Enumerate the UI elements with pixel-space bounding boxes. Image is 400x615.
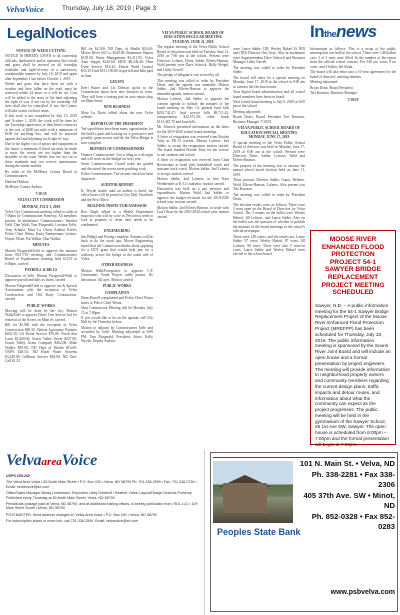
periodicals-note: Periodicals postage paid at Velva, ND 58790, and at additional mailing offices. A weekly publication from: RDL LLC • 109 Main Street South • Minot, ND 58790 [6, 502, 198, 511]
in-the-news-in: In [310, 22, 325, 41]
flood-project-notice [310, 230, 396, 445]
logo-area: area [41, 456, 62, 468]
notice-paragraph: Bill for $2,500 with the exception of Velva Construction $60.30; Dakota Agronomy Partners $492.50; US Postal Service $70.00; North Star Lawn $3,400.00; Souris Valley Sewer $227.00; Souris Valley Grain Company $462.00; Mike Walker $95.00; ND Dept of Health $16.00; NAPA $28.54; ND Rural Water Systems $3,240.00; Gellhaus Service $82.90; ND One-Call $1.53. [5, 323, 77, 363]
notice-paragraph: VELVA PUBLIC SCHOOL BOARD OF EDUCATION REGULAR MEETING TUESDAY, JUNE 11, 2019 [162, 31, 224, 44]
notice-paragraph: NEW BUSINESS [103, 105, 131, 110]
notice-paragraph: NOTICE OF WEED CUTTING [16, 49, 66, 53]
notice-paragraph: ENGINEERING [104, 229, 130, 234]
notice-title: MOOSE RIVER ENHANCED FLOOD PROTECTION PROJECT 54-1 SAWYER BRIDGE REPLACEMENT PROJECT MEETING SCHEDULED [321, 236, 385, 297]
notice-paragraph: Mary Lu Davis talked about the new Velva website. [81, 110, 153, 120]
notice-paragraph: If you would like to be on the agenda, call City Hall by the Thursday before. [81, 316, 153, 325]
notice-paragraph: COMPLAINTS [104, 290, 130, 295]
notice-paragraph: McHenry County Auditor [5, 185, 43, 190]
notice-paragraph: Meeting adjourned. [233, 109, 262, 114]
notice-paragraph: Next Commission Meeting will be Monday, July 15 at 7:00pm. [81, 306, 153, 315]
notice-paragraph: The pledge of allegiance was recited by all. [157, 73, 220, 78]
subscription-note: For subscription prices or more info, call 701-338-2599. Email: velvavoice@srt.com [6, 519, 139, 524]
notice-paragraph: Weeds and grass that have been cut with a swather and have fallen on the road, must be removed within 24 hours or it will be cut. Cost will be added to the taxes of the land adjoining the right of way if not cut by the township. All trees shall also be controlled. If not, the County will take action on those areas. [5, 82, 77, 113]
notice-paragraph: The regular meeting of the Velva Public School Board of education was held on Tuesday, June 11, 2019 at 7:00 pm at the school. Present were Directors Lofness, Deais, Sabbe, Efferts-Hanson, Wald present were Dave Schrock, Holly Weigel, and Libby Gerrell. [157, 45, 229, 72]
notice-paragraph: Street Commissioner: Gravel roads are graded and discussed the recent street patching work. [81, 162, 153, 171]
notice-paragraph: VELVA PUBLIC SCHOOL BOARD OF EDUCATION SPECIAL MEETING MONDAY, JUNE 17, 2019 [238, 126, 300, 140]
notice-paragraph: Motion Sabbe, 2nd Lofness, to hire Kara Weinbender as K-12 counselor, motion carried. [157, 177, 229, 186]
notice-paragraph: The election results were as follows: There were 3 seats open on the Board of Directors for Velva School. The 3 names on the ballot were Wesley Haberl, Jill Lofness, and Lance Sabbe. Also on the ballot was the question of whether to publish the minutes of the board meetings in the school's official newspaper. [233, 202, 305, 234]
publication-logo [6, 452, 97, 470]
notice-paragraph: Teri Knutson, Business Manager [310, 91, 358, 96]
in-the-news-news: news [336, 22, 377, 41]
branch-2-phone: Ph. 852-0328 • Fax 852-0283 [311, 511, 395, 531]
notice-paragraph: MONDAY, JULY 1, 2019 [21, 204, 61, 209]
notice-paragraph: Motion Fitzgerald/Gehl to approve tax & Special Assessments with the exception of Velva Construction and Old Dairy Construction, carried. [5, 283, 77, 302]
notice-paragraph: 7/18/19 [347, 97, 359, 102]
logo-velva: Velva [6, 452, 42, 469]
notice-paragraph: PUBLIC WORKS [26, 303, 56, 308]
notice-paragraph: This meeting was called to order by President Deais, and the agenda was amended. Motion Sabbe, 2nd Efferts-Hanson to approve the amended agenda, motion carried. [157, 78, 229, 96]
notice-paragraph: Ron Nagle talked to a Health Department inspector who will try to be in Velva next week to look at property to clean their needs to be condemned. [81, 209, 153, 227]
notice-paragraph: A special meeting of the Velva Public School Board of directors was held on Monday, June 17, 2019 at 8:00 am at the school. Present were Directors Deais, Sabbe, Lofness, Wald and Efferts-Hanson. [233, 140, 305, 163]
bank-logo: Peoples State Bank [217, 527, 301, 537]
notice-paragraph: Kerri Bauer and Liz Dobson spoke to the Commission about their new business in town. They will have a seating pad on auto repair shop on Main Street. [81, 85, 153, 103]
notice-paragraph: Mowing will be done by the city. Motion Wahl/Erfle to approve Davis Tree Service bid for removal of the 8 trees on Main St, carried. [5, 309, 77, 322]
notice-paragraph: Dean Dorrell complained and Police Chief Wentz states to Police Chief Wentz. [81, 296, 153, 305]
notice-paragraph: Motion Fitzgerald/Gehl to approve the minutes from 06/17/19 meeting and Commissioners Board of Equalization meeting held 6/3/19 at 6:00pm, carried. [5, 248, 77, 266]
notice-paragraph: Motion Sabbe, 2nd Efferts-Hanson, to settle with Lisa Olson for the 2019-2020 school year, motion carried. [157, 205, 229, 219]
bank-addresses [297, 459, 395, 533]
notice-paragraph: Motion to adjourn by Commissioner Erfle and seconded by Gehl. Meeting adjourned at 8:08 PM. Tom Fitzgerald, President, Attest: Kelly Wyche, Deputy Auditor. [81, 325, 153, 344]
notice-paragraph: Discussion of bills. Motion Fitzgerald/Wahl to approve payroll and bills as listed, carried. [5, 273, 77, 283]
bank-advertisement [210, 452, 398, 612]
notice-paragraph: Bryan Deais, Board President [310, 85, 353, 90]
notice-paragraph: Discussion was held on a pay increase and expenditures. Motion Wald, 2nd Sabbe, to approve the budget revisions for the 2019-2020 school year, motion carried. [157, 186, 229, 205]
postmaster-note: POSTMASTER: Send address changes to: Velva Area Voice • P.O. Box 430 • Velva, ND 58790 [6, 512, 157, 517]
notice-paragraph: Finance Commissioner: Got a filing in with signs and will work on the budget for next year. [81, 152, 153, 161]
ad-divider [213, 457, 395, 458]
notice-paragraph: Ted stated there have been many opportunities for the build a park and looking for a good price and possibly grant money and the the Velva Bridge is now complete. [81, 127, 153, 145]
notice-paragraph: OTHER BUSINESS [101, 263, 133, 268]
notice-paragraph: Your digital board administration and all school board members have been on board. [233, 90, 305, 99]
in-the-news-the: the [324, 29, 337, 39]
masthead [0, 0, 400, 20]
notice-paragraph: The meeting was called to order by President Sabbe. [233, 65, 305, 75]
legal-column-4 [233, 47, 305, 445]
notice-paragraph: REPORTS OF COMMISSIONERS [89, 147, 145, 152]
notice-paragraph: 7/18-19 [35, 191, 47, 196]
notice-paragraph: VELVA CITY COMMISSION [17, 198, 65, 203]
notice-paragraph: PAYROLL & BILLS [24, 268, 58, 273]
notice-paragraph: Jim Bilbija and Paving complete. Painters will be back to do the touch ups. Moore Engineering stated that the Commission thinks about applying for a DOT grant that would help pay for a walkway across the bridge to the south side of Velva. [81, 234, 153, 262]
notice-paragraph: Bill for $2,500; ND Dept. of Health $16.40; Moose River Oil Co. $540.00; Bruemmer Sharon $159.00; Waste Management $3,211.95; Velva Auto Supply $210.60; MDU $8,246.26; Heat Farm Service $18.22; Prairie Weed Control $33.35 Total $131,190.06 in payroll and bills paid in June. [81, 47, 153, 78]
bank-ad-frame [210, 452, 398, 612]
bank-website[interactable]: www.psbvelva.com [330, 589, 395, 596]
notice-paragraph: Meeting adjourned. [310, 80, 339, 85]
building-wall [223, 483, 267, 513]
notice-paragraph: Darlene Hudson [5, 179, 29, 184]
notice-paragraph: Due to the higher cost of sprays and equipment in the future, a minimum if hired out must be made to mow the weeds are not higher than the shoulder of the road. Weeds that are not cut to these standards may not receive maintenance during the winter months. [5, 142, 77, 169]
notice-paragraph: A letter of resignation was received from Brooke Tuhy as PK-12 teacher. Motion Lofness, 2nd Sabbe, to accept the resignation, motion carried. The board thanked Brooke Tuhy for her service to our students and school. [157, 134, 229, 157]
bank-building-photo [213, 461, 293, 523]
notice-paragraph: There were 148 voters, and the results are: Lance Sabbe, 97 votes; Wesley Haberl, 87 votes; Jill Lofness, 90 votes. There were also 5 write-in votes. Lance Sabbe and Wesley Haberl were elected to the school board. [233, 234, 305, 257]
paper-name: VelvaVoice [6, 4, 44, 14]
notice-paragraph: Police Commissioner: The second check has been dispersed. [81, 172, 153, 181]
notice-body: Sawyer, N.D. – A public information meeting for the 54-1 Sawyer Bridge Replacement Project of the Moose River Enhanced Flood Protection Project (MREFPP) has been scheduled for Thursday, July 18, 2019. The public information meeting is sponsored by the Souris River Joint Board and will include an open house and a formal presentation by project engineers. The meeting will provide information to neighborhood property owners and community members regarding the current design plans, traffic impacts and detour routes, and information about what the community can expect as the project progresses. The public meeting will be held in the gymnasium of the Sawyer School, 25 1st Ave SW, Sawyer. The open house is scheduled from 6:00pm – 7:00pm and the formal presentation will begin at 7:00pm. [315, 302, 391, 447]
notice-paragraph: The board will meet for a special meeting on Monday, June 17, 2019 at the school at 8:00 am to canvass the election returns. [233, 75, 305, 89]
section-title: LegalNotices [7, 25, 97, 42]
notice-paragraph: AUDITOR REPORT [100, 183, 134, 188]
notice-paragraph: If this work is not completed by July 15, 2019 and October 1, 2019, the work will be done by the Township supervisors or their hired contractor at the cost of $200 per mile with a minimum of $100 for anything less, and will be assessed against the land adjoining such right-of-way. [5, 114, 77, 141]
legal-column-3 [157, 29, 229, 445]
branch-1-street: 101 N. Main St. • Velva, ND [299, 459, 395, 468]
notice-paragraph: BUILDING INSPECTOR/ASSESSOR [87, 204, 147, 209]
branch-1-phone: Ph. 338-2281 • Fax 338-2306 [311, 469, 395, 489]
page-number: Page 3 [135, 5, 157, 12]
notice-paragraph: MINUTES [32, 243, 50, 248]
notice-paragraph: Velva City Commission meeting called to order at 7:00pm by Commissioner Pomeroy, All members present. In attendance: Commissioners: Jennifer Gehl, Dan Wahl, Tom Fitzgerald, Lorraine Erfle, Tony Schultz, Mary Lu Olsen, Auditor Kiefer, Police Chief Wentz, Karla Zimmerman; visitors: Wayne Olsen, Pat Walker, Dan Walker. [5, 209, 77, 241]
notice-paragraph: K. Wyche stated, until an auditor is hired, the office hours will be posted at City Hall, Facebook and the Post Office. [81, 188, 153, 202]
news-column [310, 47, 396, 225]
notice-paragraph: Next school board meeting is July 9, 2019 at 6:00 pm at the school. [233, 99, 305, 109]
legal-column-1 [5, 47, 77, 445]
notice-paragraph: By order of the McHenry County Board of Commissioners [5, 169, 77, 179]
branch-2-street: 405 37th Ave. SW • Minot, ND [303, 490, 395, 510]
notice-paragraph: Mr. Schrock presented information on the dates for the 2019-2020 school board meetings. [157, 125, 229, 134]
notice-paragraph: Information as follows: This is a recap of the public meeting that was held at the school. There were 148 ballots cast; 3 of 3 seats were filled. In the number of the report from the official school canvass: For 140 yes votes, 8 no votes, and 4 ballots left blank. [310, 47, 396, 69]
notice-paragraph: Those present: Director Sabbe, Gauzi, Hellmer, Wald, Efferts-Hanson, Lofness. Also present was Teri Knutson. [233, 178, 305, 192]
notice-paragraph: Motion Wahl/Fotopoulos to approve C.P. Community Youth Project raffle permit. No discussion. All ayes. Motion carried. [81, 268, 153, 282]
date-line: Thursday, July 18, 2019 | Page 3 [62, 5, 157, 12]
notice-paragraph: The board will also enter into a 10-year agreement for the board of directors' meeting minutes. [310, 70, 396, 79]
notice-paragraph: Bryan Deais, Board President Teri Knutson, Business Manager 7/18/19 [233, 115, 305, 124]
logo-voice: Voice [61, 452, 98, 469]
notice-paragraph: Motion Lofness, 2nd Sabbe, to approve the consent agenda to include the minutes of the board meeting on May 14, general fund bills $293,742.47; food service bills $9,711.42; transportation $24,573.49; other funds $113,467.70 and June bills. [157, 97, 229, 124]
usps-number: USPS 659-260 [6, 474, 30, 478]
publication-details [6, 474, 202, 526]
notice-paragraph: were Lance Sabbe, DD, Wesley Haberl (§ ND) and (ND) Director Otis Gray. Also in attendance were Superintendent Dave Schrock and Business Manager Libby Gerrell. [233, 47, 305, 65]
in-the-news-header [310, 22, 396, 42]
notice-paragraph: PUBLIC WORKS [102, 284, 132, 289]
staff-list: Office/Sales Manager Becky Lindemann; Reporters Libby Dimitroff / Heather Yates; Layout/Design DeAnna Pomeroy Published every Thursday at 83 North Main Street, Velva, ND 58790. [6, 491, 192, 500]
publication-info [0, 450, 205, 615]
notice-paragraph: NOTICE IS HEREBY GIVEN to all ownership officials, landowners and/or operators that weeds and grass shall be mowed on all township roadsides and right-of-ways in a satisfactory workmanlike manner by July 18, 2019 and again after September 1 but before October 1, 2019. [5, 54, 77, 81]
publication-address: The Velva Area Voice • 83 North Main Street • P.O. Box 430 • Velva, ND 58790 Ph: 701-338-2599 • Fax: 701-338-2730 • Email: velvavoice@srt.com [6, 480, 197, 489]
notice-paragraph: GUESTS [109, 80, 125, 85]
notice-paragraph: A letter of resignation was received from Chad Rosencranz as head girls basketball coach and assistant track coach. Motion Sabbe, 2nd Lofness to accept, motion carried. [157, 158, 229, 176]
notice-paragraph: The purpose of the meeting was to canvass the annual school board election held on June 11, 2019. [233, 163, 305, 177]
legal-column-2 [81, 47, 153, 445]
notice-paragraph: REPORTS OF THE PRESIDENT [90, 121, 144, 126]
notice-paragraph: The meeting was called to order by President Deais. [233, 192, 305, 202]
issue-date: Thursday, July 18, 2019 [62, 5, 131, 12]
